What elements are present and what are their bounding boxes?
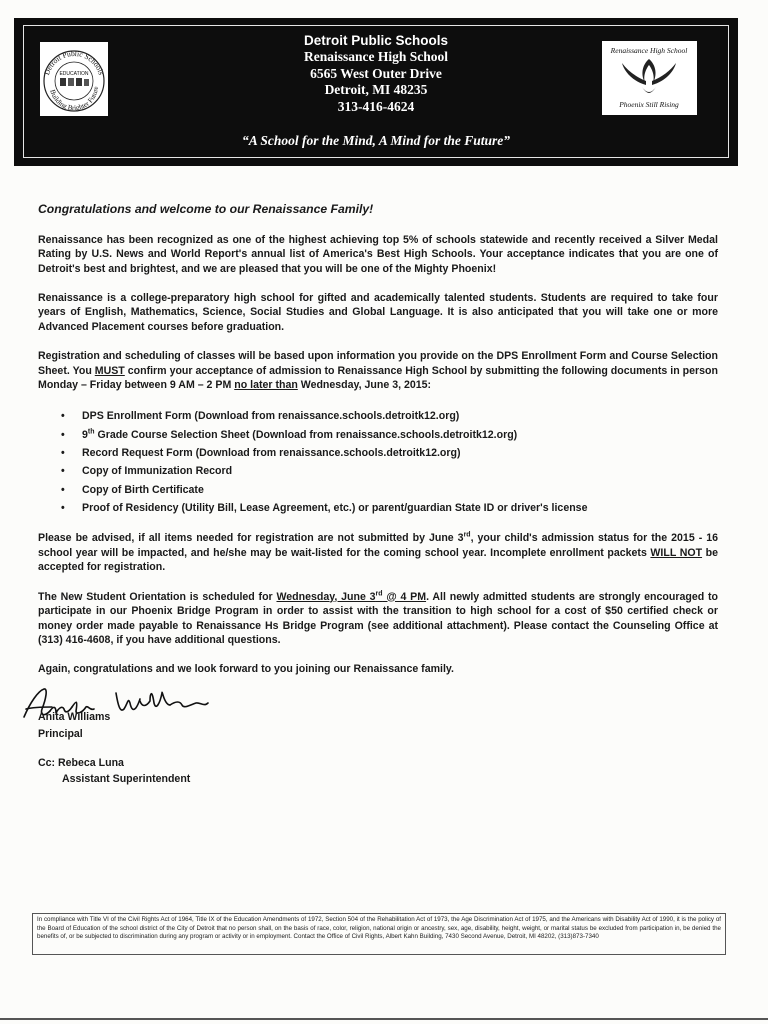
orientation-date-a: Wednesday, June 3 [276, 590, 376, 603]
svg-text:EDUCATION: EDUCATION [59, 71, 89, 77]
orientation-date-b: @ 4 PM [382, 590, 427, 603]
list-item: • Record Request Form (Download from renaissance.schools.detroitk12.org) [82, 444, 718, 462]
district-name: Detroit Public Schools [303, 33, 449, 48]
cc-recipient-role: Assistant Superintendent [62, 773, 191, 785]
street-address: 6565 West Outer Drive [310, 65, 442, 81]
paragraph-advisory [38, 531, 718, 575]
school-name: Renaissance High School [303, 49, 449, 64]
required-documents-list [38, 407, 718, 517]
paragraph-orientation [38, 590, 718, 648]
must-emphasis: MUST [94, 364, 125, 377]
letter-body [38, 202, 718, 691]
list-item: • DPS Enrollment Form (Download from renaissance.schools.detroitk12.org) [82, 407, 718, 425]
advisory-text-c: be accepted for registration. [38, 546, 718, 574]
paragraph-program: Renaissance is a college-preparatory high school for gifted and academically talented students. Students are required to take four years of English, Mathematics, Science, Social Studies and Global Language. It is also anticipated that you will take one or more Advanced Placement courses before graduation. [38, 291, 718, 334]
list-item [82, 426, 718, 444]
orientation-date [276, 591, 426, 603]
list-item: • Copy of Birth Certificate [82, 481, 718, 499]
paragraph-registration [38, 349, 718, 393]
letterhead [14, 18, 738, 166]
paragraph-recognition: Renaissance has been recognized as one of the highest achieving top 5% of schools statewide and recently received a Silver Medal Rating by U.S. News and World Report's annual list of America's Best High Schools. Your acceptance indicates that you are one of Detroit's best and brightest, and we are pleased that you will be one of the Mighty Phoenix! [38, 233, 718, 275]
cc-recipient: Cc: Rebeca Luna [38, 757, 124, 769]
registration-text-c: Wednesday, June 3, 2015: [297, 379, 432, 392]
grade-number: 9 [82, 428, 88, 441]
list-item: • Copy of Immunization Record [82, 462, 718, 480]
advisory-text-a: Please be advised, if all items needed for registration are not submitted by June 3 [38, 532, 464, 545]
list-item: • Proof of Residency (Utility Bill, Lease Agreement, etc.) or parent/guardian State ID or driver's license [82, 499, 718, 517]
svg-text:Building Brighter Futures: Building Brighter Future [48, 86, 101, 113]
registration-text-b: confirm your acceptance of admission to Renaissance High School by submitting the following documents in person Monday – Friday between 9 AM – 2 PM [38, 364, 718, 392]
paragraph-closing: Again, congratulations and we look forward to you joining our Renaissance family. [38, 663, 454, 676]
nondiscrimination-notice: In compliance with Title VI of the Civil Rights Act of 1964, Title IX of the Education Amendments of 1972, Section 504 of the Rehabilitation Act of 1973, the Age Discrimination Act of 1975, and the Americans with Disability Act of 1990, it is the policy of the Board of Education of the school district of the City of Detroit that no person shall, on the basis of race, color, religion, national origin or ancestry, sex, age, disability, height, weight, or marital status be excluded from participation in, be denied the benefits of, or be subjected to discrimination during any program or activity or in employment. Contact the Office of Civil Rights, Albert Kahn Building, 7430 Second Avenue, Detroit, MI 48202, (313)873-7340 [32, 913, 726, 955]
city-state-zip: Detroit, MI 48235 [324, 82, 428, 97]
letter-title: Congratulations and welcome to our Renaissance Family! [38, 202, 374, 216]
phoenix-logo [602, 41, 697, 115]
page-edge-line [0, 1018, 768, 1020]
grade-suffix: th [87, 428, 95, 436]
orientation-date-suffix: rd [375, 589, 383, 597]
phone-number: 313-416-4624 [337, 98, 415, 114]
deadline-emphasis: no later than [234, 379, 298, 392]
signer-name: Anita Williams [38, 711, 111, 723]
orientation-text-a: The New Student Orientation is scheduled for [38, 590, 277, 603]
svg-text:Phoenix Still Rising: Phoenix Still Rising [619, 100, 679, 109]
will-not-emphasis: WILL NOT [650, 546, 703, 559]
registration-text-a: Registration and scheduling of classes will be based upon information you provide on the DPS Enrollment Form and Course Selection Sheet. You [38, 350, 718, 377]
grade-item-text: Grade Course Selection Sheet (Download from renaissance.schools.detroitk12.org) [94, 428, 518, 441]
orientation-text-b: . All newly admitted students are strongly encouraged to participate in our Phoenix Bridge Program in order to assist with the transition to high school for a cost of $50 certified check or money order made payable to Renaissance Hs Bridge Program (see additional attachment). Please contact the Counseling Office at (313) 416-4608, if you have additional questions. [38, 590, 719, 647]
signer-role: Principal [38, 728, 83, 740]
advisory-text-b: , your child's admission status for the 2015 - 16 school year will be impacted, and he/she may be wait-listed for the coming school year. Incomplete enrollment packets [38, 532, 719, 559]
date-suffix: rd [463, 531, 471, 539]
svg-text:Renaissance High School: Renaissance High School [610, 46, 688, 55]
svg-text:Detroit Public Schools: Detroit Public Schools [42, 48, 106, 77]
school-motto: “A School for the Mind, A Mind for the Future” [241, 133, 511, 148]
